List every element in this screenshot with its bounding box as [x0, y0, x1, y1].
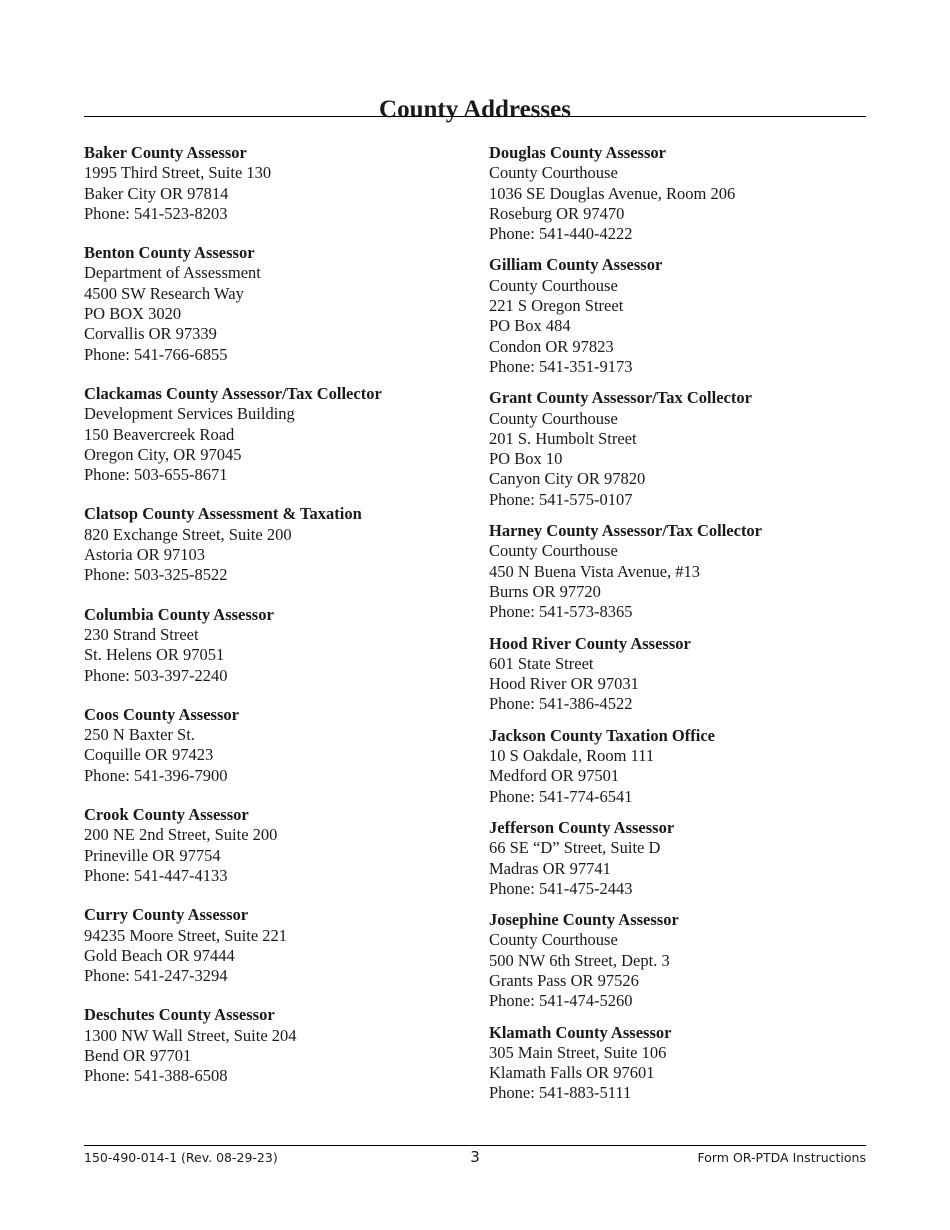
county-office-name: Grant County Assessor/Tax Collector [489, 388, 752, 408]
footer-page-number: 3 [470, 1148, 480, 1166]
county-office-name: Curry County Assessor [84, 905, 249, 925]
county-office-name: Klamath County Assessor [489, 1022, 672, 1042]
footer-divider [84, 1145, 866, 1146]
address-line: Coquille OR 97423 [84, 745, 214, 765]
phone-number: Phone: 541-440-4222 [489, 224, 633, 244]
address-line: Medford OR 97501 [489, 766, 620, 786]
county-address-entry [489, 818, 869, 899]
address-line: Development Services Building [84, 404, 295, 424]
county-address-entry [84, 143, 474, 224]
phone-number: Phone: 541-766-6855 [84, 344, 228, 364]
county-address-entry [84, 504, 474, 585]
county-address-entry [84, 384, 474, 485]
address-line: County Courthouse [489, 408, 618, 428]
county-office-name: Hood River County Assessor [489, 633, 691, 653]
address-line: 230 Strand Street [84, 624, 199, 644]
address-line: Corvallis OR 97339 [84, 324, 217, 344]
phone-number: Phone: 541-247-3294 [84, 966, 228, 986]
address-line: County Courthouse [489, 275, 618, 295]
county-office-name: Columbia County Assessor [84, 604, 274, 624]
address-line: 305 Main Street, Suite 106 [489, 1042, 667, 1062]
county-address-entry [84, 805, 474, 886]
address-line: 221 S Oregon Street [489, 296, 624, 316]
phone-number: Phone: 503-325-8522 [84, 565, 228, 585]
address-line: County Courthouse [489, 163, 618, 183]
county-address-entry [489, 521, 869, 622]
phone-number: Phone: 503-397-2240 [84, 665, 228, 685]
address-line: Gold Beach OR 97444 [84, 945, 235, 965]
address-line: St. Helens OR 97051 [84, 645, 225, 665]
address-line: PO Box 10 [489, 449, 563, 469]
county-office-name: Harney County Assessor/Tax Collector [489, 521, 763, 541]
county-address-entry [84, 705, 474, 786]
county-office-name: Clatsop County Assessment & Taxation [84, 504, 362, 524]
phone-number: Phone: 541-447-4133 [84, 865, 228, 885]
county-address-entry [84, 243, 474, 365]
address-line: County Courthouse [489, 541, 618, 561]
county-office-name: Clackamas County Assessor/Tax Collector [84, 383, 382, 403]
address-line: PO BOX 3020 [84, 304, 182, 324]
phone-number: Phone: 541-351-9173 [489, 356, 633, 376]
address-line: Klamath Falls OR 97601 [489, 1063, 655, 1083]
county-office-name: Baker County Assessor [84, 143, 247, 162]
phone-number: Phone: 541-474-5260 [489, 991, 633, 1011]
address-line: Burns OR 97720 [489, 581, 601, 601]
county-office-name: Josephine County Assessor [489, 910, 679, 930]
county-office-name: Crook County Assessor [84, 805, 249, 825]
county-office-name: Jackson County Taxation Office [489, 725, 715, 745]
phone-number: Phone: 541-475-2443 [489, 878, 633, 898]
address-line: 66 SE “D” Street, Suite D [489, 838, 661, 858]
footer-form-title: Form OR-PTDA Instructions [697, 1150, 866, 1165]
address-line: County Courthouse [489, 930, 618, 950]
title-divider [84, 116, 866, 117]
address-line: 1300 NW Wall Street, Suite 204 [84, 1025, 297, 1045]
county-address-entry [84, 1005, 474, 1086]
address-line: Oregon City, OR 97045 [84, 444, 242, 464]
address-line: 94235 Moore Street, Suite 221 [84, 925, 288, 945]
phone-number: Phone: 541-388-6508 [84, 1066, 228, 1086]
address-line: 1036 SE Douglas Avenue, Room 206 [489, 183, 736, 203]
address-line: Canyon City OR 97820 [489, 469, 646, 489]
phone-number: Phone: 541-883-5111 [489, 1083, 632, 1103]
address-line: 201 S. Humbolt Street [489, 428, 637, 448]
phone-number: Phone: 541-573-8365 [489, 602, 633, 622]
address-line: Astoria OR 97103 [84, 545, 205, 565]
address-line: Bend OR 97701 [84, 1045, 192, 1065]
county-address-entry [489, 634, 869, 715]
address-line: Department of Assessment [84, 263, 261, 283]
address-line: PO Box 484 [489, 316, 571, 336]
address-line: Madras OR 97741 [489, 858, 611, 878]
address-line: 200 NE 2nd Street, Suite 200 [84, 825, 278, 845]
county-address-entry [489, 143, 869, 244]
county-address-entry [489, 726, 869, 807]
address-line: Hood River OR 97031 [489, 674, 639, 694]
address-line: Roseburg OR 97470 [489, 203, 625, 223]
county-office-name: Deschutes County Assessor [84, 1005, 275, 1025]
footer-form-number: 150-490-014-1 (Rev. 08-29-23) [84, 1150, 278, 1165]
right-address-column [489, 143, 869, 1115]
county-office-name: Coos County Assessor [84, 704, 239, 724]
address-line: 820 Exchange Street, Suite 200 [84, 524, 292, 544]
county-address-entry [489, 388, 869, 510]
address-line: 10 S Oakdale, Room 111 [489, 746, 655, 766]
county-office-name: Jefferson County Assessor [489, 817, 675, 837]
address-line: 4500 SW Research Way [84, 283, 244, 303]
page-title: County Addresses [379, 95, 571, 123]
phone-number: Phone: 541-386-4522 [489, 694, 633, 714]
county-office-name: Gilliam County Assessor [489, 255, 663, 275]
county-address-entry [489, 255, 869, 377]
phone-number: Phone: 541-523-8203 [84, 203, 228, 223]
phone-number: Phone: 541-774-6541 [489, 786, 633, 806]
address-line: 500 NW 6th Street, Dept. 3 [489, 950, 670, 970]
address-line: Baker City OR 97814 [84, 183, 229, 203]
county-address-entry [84, 905, 474, 986]
address-line: 450 N Buena Vista Avenue, #13 [489, 561, 701, 581]
address-line: 1995 Third Street, Suite 130 [84, 163, 272, 183]
phone-number: Phone: 503-655-8671 [84, 465, 228, 485]
address-line: Condon OR 97823 [489, 336, 614, 356]
phone-number: Phone: 541-575-0107 [489, 489, 633, 509]
address-line: 250 N Baxter St. [84, 725, 195, 745]
county-office-name: Benton County Assessor [84, 243, 255, 263]
left-address-column [84, 143, 474, 1106]
address-line: Prineville OR 97754 [84, 845, 221, 865]
county-address-entry [489, 1023, 869, 1104]
phone-number: Phone: 541-396-7900 [84, 765, 228, 785]
address-line: 601 State Street [489, 653, 594, 673]
county-office-name: Douglas County Assessor [489, 143, 666, 162]
address-line: Grants Pass OR 97526 [489, 970, 639, 990]
county-address-entry [489, 910, 869, 1011]
address-line: 150 Beavercreek Road [84, 424, 235, 444]
county-address-entry [84, 605, 474, 686]
